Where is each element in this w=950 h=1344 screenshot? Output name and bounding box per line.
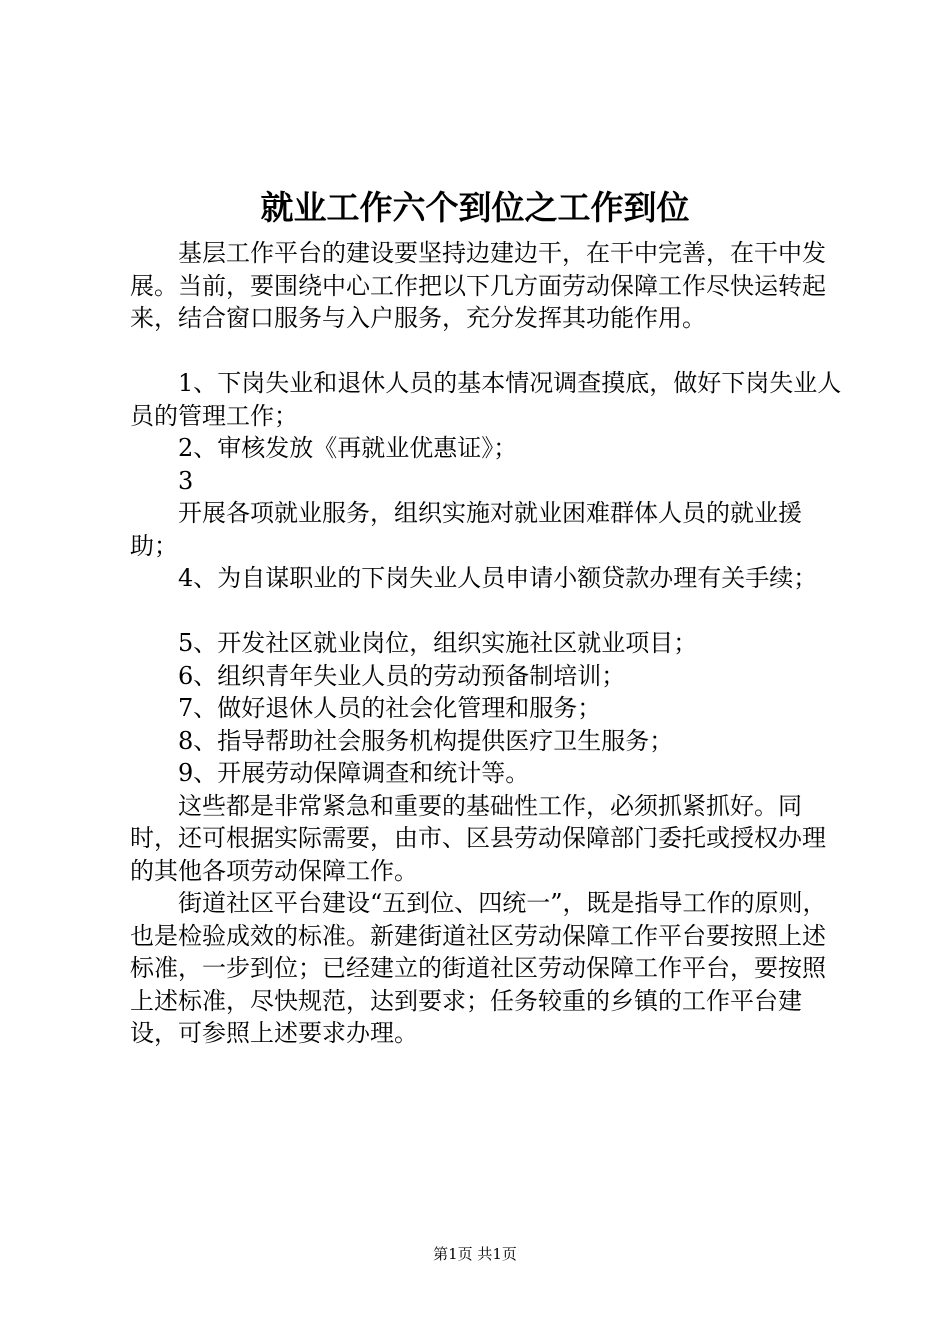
list-item-6: 6、组织青年失业人员的劳动预备制培训； [178,661,626,690]
paragraph-intro: 基层工作平台的建设要坚持边建边干，在干中完善，在干中发展。当前，要围绕中心工作把以下几方面劳动保障工作尽快运转起来，结合窗口服务与入户服务，充分发挥其功能作用。 [130,239,826,332]
blank-line [130,595,842,628]
list-item-5: 5、开发社区就业岗位，组织实施社区就业项目； [178,629,698,657]
list-item-3-text: 开展各项就业服务，组织实施对就业困难群体人员的就业援助； [130,499,802,560]
list-item-1: 1、下岗失业和退休人员的基本情况调查摸底，做好下岗失业人员的管理工作； [130,369,842,430]
document-body [130,237,842,1050]
list-item-3-number: 3 [178,466,194,495]
page-footer: 第1页 共1页 [433,1245,517,1263]
paragraph-standards: 街道社区平台建设“五到位、四统一”，既是指导工作的原则，也是检验成效的标准。新建街道社区劳动保障工作平台要按照上述标准，一步到位；已经建立的街道社区劳动保障工作平台，要按照上述标准，尽快规范，达到要求；任务较重的乡镇的工作平台建设，可参照上述要求办理。 [130,889,827,1047]
list-item-4: 4、为自谋职业的下岗失业人员申请小额贷款办理有关手续； [178,564,818,592]
list-item-9: 9、开展劳动保障调查和统计等。 [178,759,530,787]
list-item-2: 2、审核发放《再就业优惠证》； [178,434,518,462]
list-item-7: 7、做好退休人员的社会化管理和服务； [178,694,602,722]
document-title: 就业工作六个到位之工作到位 [260,188,690,227]
blank-line [130,335,842,368]
list-item-8: 8、指导帮助社会服务机构提供医疗卫生服务； [178,726,674,755]
paragraph-summary: 这些都是非常紧急和重要的基础性工作，必须抓紧抓好。同时，还可根据实际需要，由市、区县劳动保障部门委托或授权办理的其他各项劳动保障工作。 [130,791,826,885]
